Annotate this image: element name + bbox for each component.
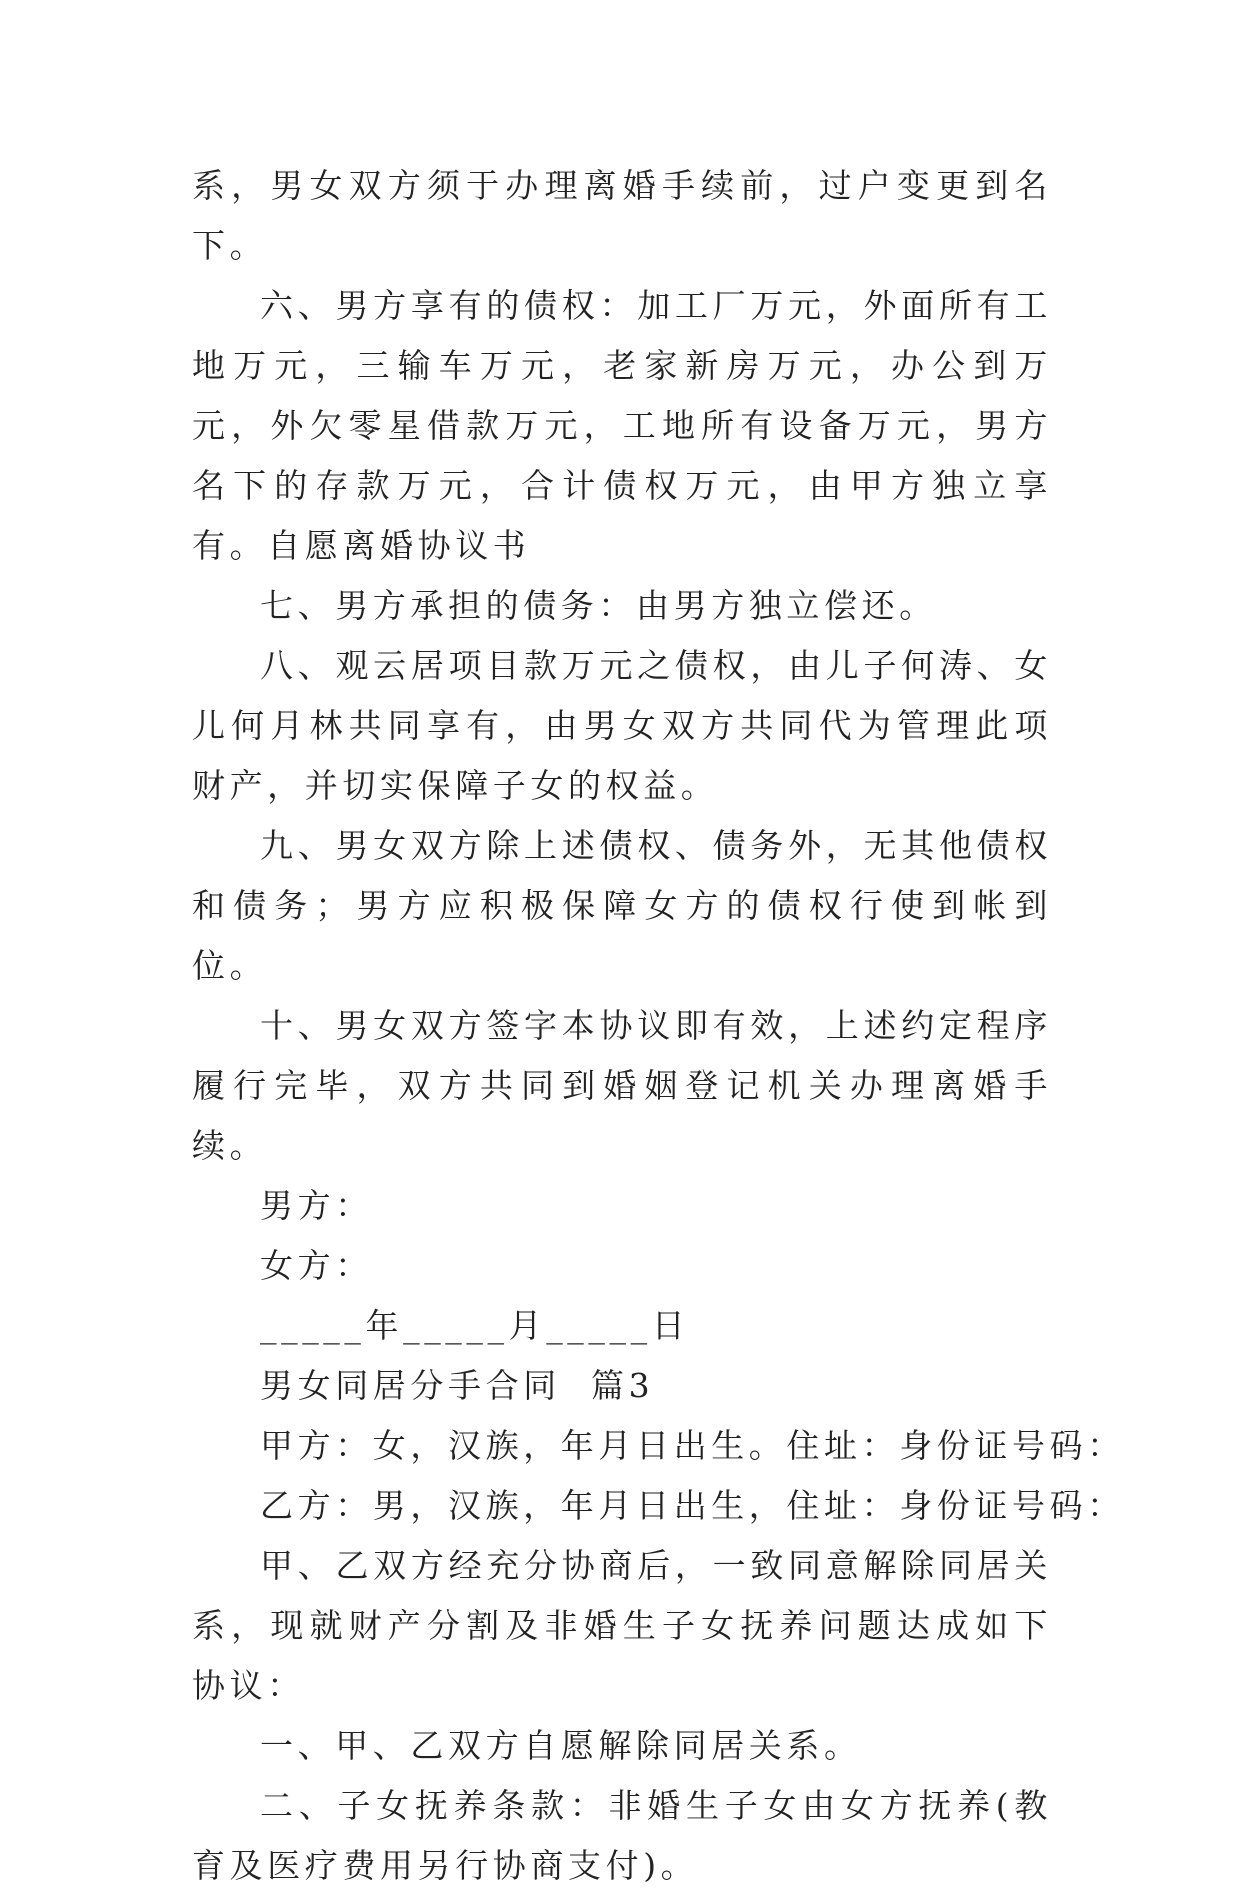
document-page — [192, 156, 1125, 1896]
paragraph-clause-10: 十、男女双方签字本协议即有效，上述约定程序履行完毕，双方共同到婚姻登记机关办理离婚手续。 — [192, 1006, 1052, 1165]
female-signature-line: 女方： — [260, 1246, 373, 1285]
paragraph-continuation: 系，男女双方须于办理离婚手续前，过户变更到名下。 — [192, 166, 1052, 265]
paragraph-clause-9: 九、男女双方除上述债权、债务外，无其他债权和债务；男方应积极保障女方的债权行使到帐到位。 — [192, 826, 1052, 985]
paragraph-clause-8: 八、观云居项目款万元之债权，由儿子何涛、女儿何月林共同享有，由男女双方共同代为管理此项财产，并切实保障子女的权益。 — [192, 646, 1052, 805]
paragraph-preamble: 甲、乙双方经充分协商后，一致同意解除同居关系，现就财产分割及非婚生子女抚养问题达成如下协议： — [192, 1546, 1052, 1705]
paragraph-clause-2: 二、子女抚养条款：非婚生子女由女方抚养(教育及医疗费用另行协商支付)。 — [192, 1786, 1052, 1885]
male-signature-line: 男方： — [260, 1186, 373, 1225]
paragraph-clause-6: 六、男方享有的债权：加工厂万元，外面所有工地万元，三输车万元，老家新房万元，办公到万元，外欠零星借款万元，工地所有设备万元，男方名下的存款万元，合计债权万元，由甲方独立享有。自愿离婚协议书 — [192, 286, 1052, 565]
party-a-info: 甲方：女，汉族，年月日出生。住址：身份证号码： — [260, 1426, 1125, 1465]
paragraph-clause-7: 七、男方承担的债务：由男方独立偿还。 — [260, 586, 937, 625]
date-line: _____年_____月_____日 — [260, 1306, 690, 1345]
paragraph-clause-1: 一、甲、乙双方自愿解除同居关系。 — [260, 1726, 862, 1765]
section-title: 男女同居分手合同 篇3 — [260, 1366, 655, 1405]
party-b-info: 乙方：男，汉族，年月日出生，住址：身份证号码： — [260, 1486, 1125, 1525]
